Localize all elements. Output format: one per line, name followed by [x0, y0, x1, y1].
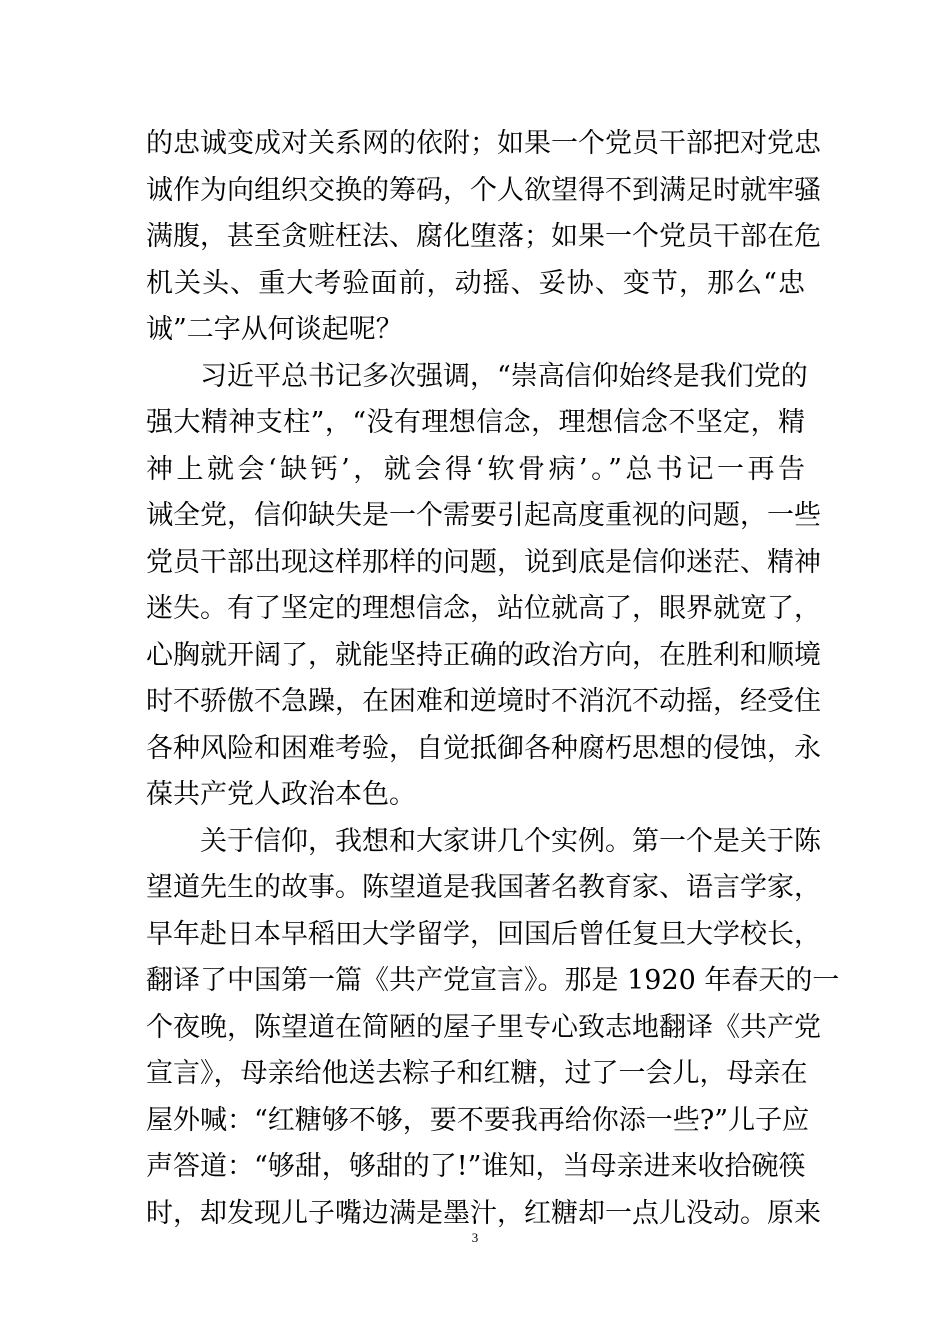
- text-line: 迷失。有了坚定的理想信念，站位就高了，眼界就宽了，: [146, 593, 821, 624]
- text-line: 翻译了中国第一篇《共产党宣言》。那是 1920 年春天的一: [146, 965, 840, 996]
- text-line: 心胸就开阔了，就能坚持正确的政治方向，在胜利和顺境: [146, 639, 821, 671]
- text-line: 各种风险和困难考验，自觉抵御各种腐朽思想的侵蚀，永: [146, 732, 821, 764]
- paragraph-first-line: 关于信仰，我想和大家讲几个实例。第一个是关于陈: [200, 825, 821, 857]
- text-line: 宣言》，母亲给他送去粽子和红糖，过了一会儿，母亲在: [146, 1058, 808, 1089]
- text-line: 机关头、重大考验面前，动摇、妥协、变节，那么“忠: [146, 267, 805, 299]
- text-line: 个夜晚，陈望道在简陋的屋子里专心致志地翻译《共产党: [146, 1011, 821, 1043]
- text-line: 神上就会‘缺钙’，就会得‘软骨病’。”总书记一再告: [146, 453, 805, 485]
- text-line: 诫全党，信仰缺失是一个需要引起高度重视的问题，一些: [146, 500, 821, 531]
- text-line: 早年赴日本早稻田大学留学，回国后曾任复旦大学校长，: [146, 918, 821, 950]
- text-line: 屋外喊：“红糖够不够，要不要我再给你添一些?”儿子应: [146, 1104, 810, 1136]
- text-line: 强大精神支柱”，“没有理想信念，理想信念不坚定，精: [146, 407, 805, 438]
- text-line: 诚作为向组织交换的筹码，个人欲望得不到满足时就牢骚: [146, 174, 821, 206]
- paragraph-first-line: 习近平总书记多次强调，“崇高信仰始终是我们党的: [200, 360, 808, 392]
- text-line: 望道先生的故事。陈望道是我国著名教育家、语言学家，: [146, 872, 821, 903]
- text-line: 的忠诚变成对关系网的依附；如果一个党员干部把对党忠: [146, 128, 821, 159]
- text-line: 时不骄傲不急躁，在困难和逆境时不消沉不动摇，经受住: [146, 686, 821, 717]
- text-line: 葆共产党人政治本色。: [146, 779, 416, 810]
- text-line: 满腹，甚至贪赃枉法、腐化堕落；如果一个党员干部在危: [146, 221, 821, 252]
- page-number: 3: [471, 1230, 479, 1245]
- text-line: 声答道：“够甜，够甜的了!”谁知，当母亲进来收拾碗筷: [146, 1151, 806, 1182]
- text-line: 诚”二字从何谈起呢？: [146, 314, 403, 345]
- text-line: 党员干部出现这样那样的问题，说到底是信仰迷茫、精神: [146, 546, 821, 578]
- text-line: 时，却发现儿子嘴边满是墨汁，红糖却一点儿没动。原来: [146, 1197, 821, 1229]
